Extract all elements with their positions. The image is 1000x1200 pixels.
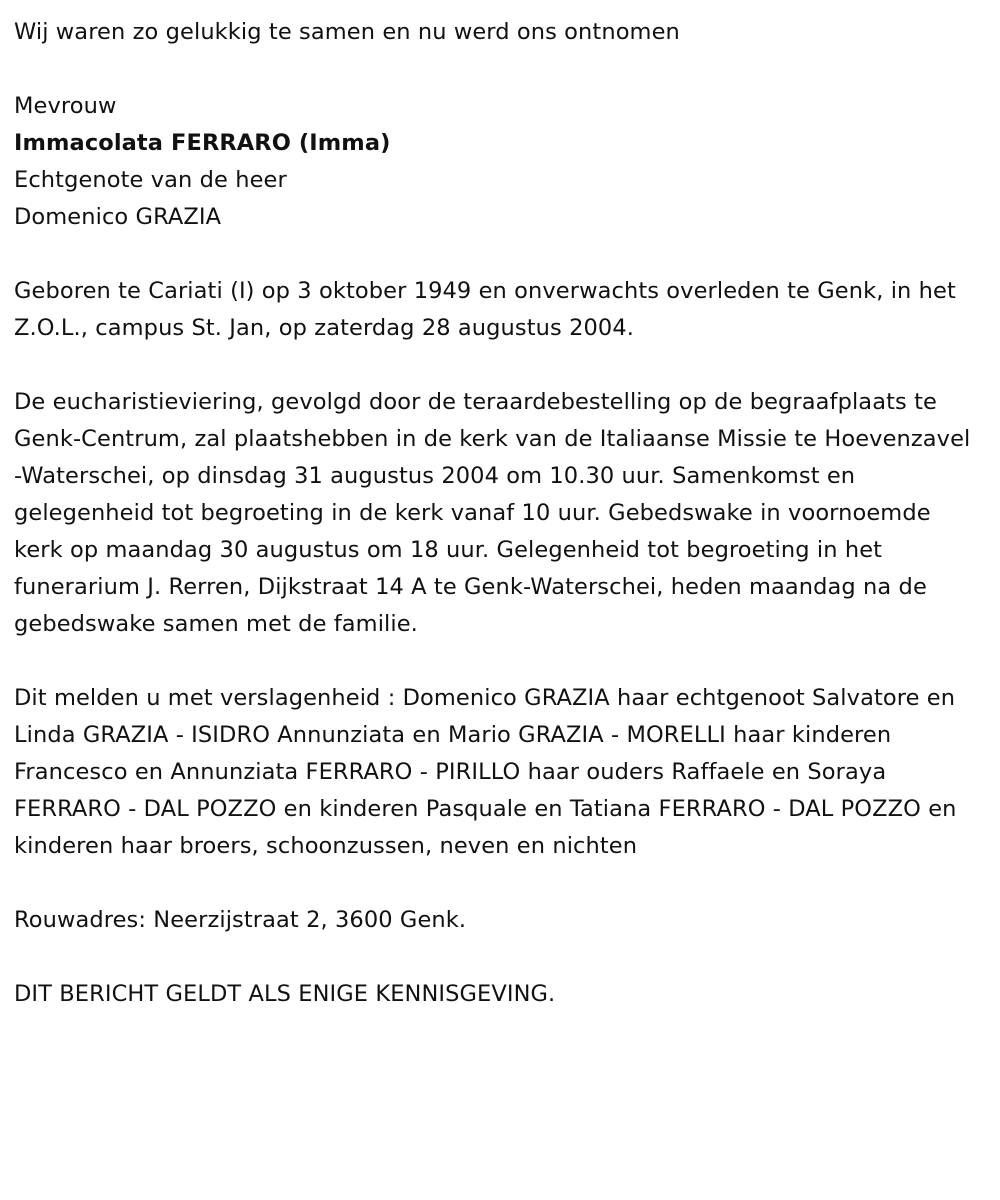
spouse-name: Domenico GRAZIA: [14, 204, 222, 230]
spouse-label: Echtgenote van de heer: [14, 167, 287, 193]
closing-notice: DIT BERICHT GELDT ALS ENIGE KENNISGEVING.: [14, 981, 556, 1007]
spacer: [14, 51, 972, 88]
birth-death-details: Geboren te Cariati (I) op 3 oktober 1949 en onverwachts overleden te Genk, in het Z.O.L., campus St. Jan, op zaterdag 28 augustus 2004.: [14, 278, 956, 341]
obituary-notice: [14, 14, 972, 1013]
spacer: [14, 643, 972, 680]
spacer: [14, 865, 972, 902]
spacer: [14, 939, 972, 976]
salutation: Mevrouw: [14, 93, 117, 119]
spacer: [14, 347, 972, 384]
family-announcement: Dit melden u met verslagenheid : Domenico GRAZIA haar echtgenoot Salvatore en Linda GRAZIA - ISIDRO Annunziata en Mario GRAZIA - MORELLI haar kinderen Francesco en Annunziata FERRARO - PIRILLO haar ouders Raffaele en Soraya FERRARO - DAL POZZO en kinderen Pasquale en Tatiana FERRARO - DAL POZZO en kinderen haar broers, schoonzussen, neven en nichten: [14, 685, 957, 859]
deceased-name: Immacolata FERRARO (Imma): [14, 130, 391, 156]
service-details: De eucharistieviering, gevolgd door de teraardebestelling op de begraafplaats te Genk-Centrum, zal plaatshebben in de kerk van de Italiaanse Missie te Hoevenzavel -Waterschei, op dinsdag 31 augustus 2004 om 10.30 uur. Samenkomst en gelegenheid tot begroeting in de kerk vanaf 10 uur. Gebedswake in voornoemde kerk op maandag 30 augustus om 18 uur. Gelegenheid tot begroeting in het funerarium J. Rerren, Dijkstraat 14 A te Genk-Waterschei, heden maandag na de gebedswake samen met de familie.: [14, 389, 971, 637]
opening-line: Wij waren zo gelukkig te samen en nu werd ons ontnomen: [14, 19, 680, 45]
mourning-address: Rouwadres: Neerzijstraat 2, 3600 Genk.: [14, 907, 467, 933]
spacer: [14, 236, 972, 273]
